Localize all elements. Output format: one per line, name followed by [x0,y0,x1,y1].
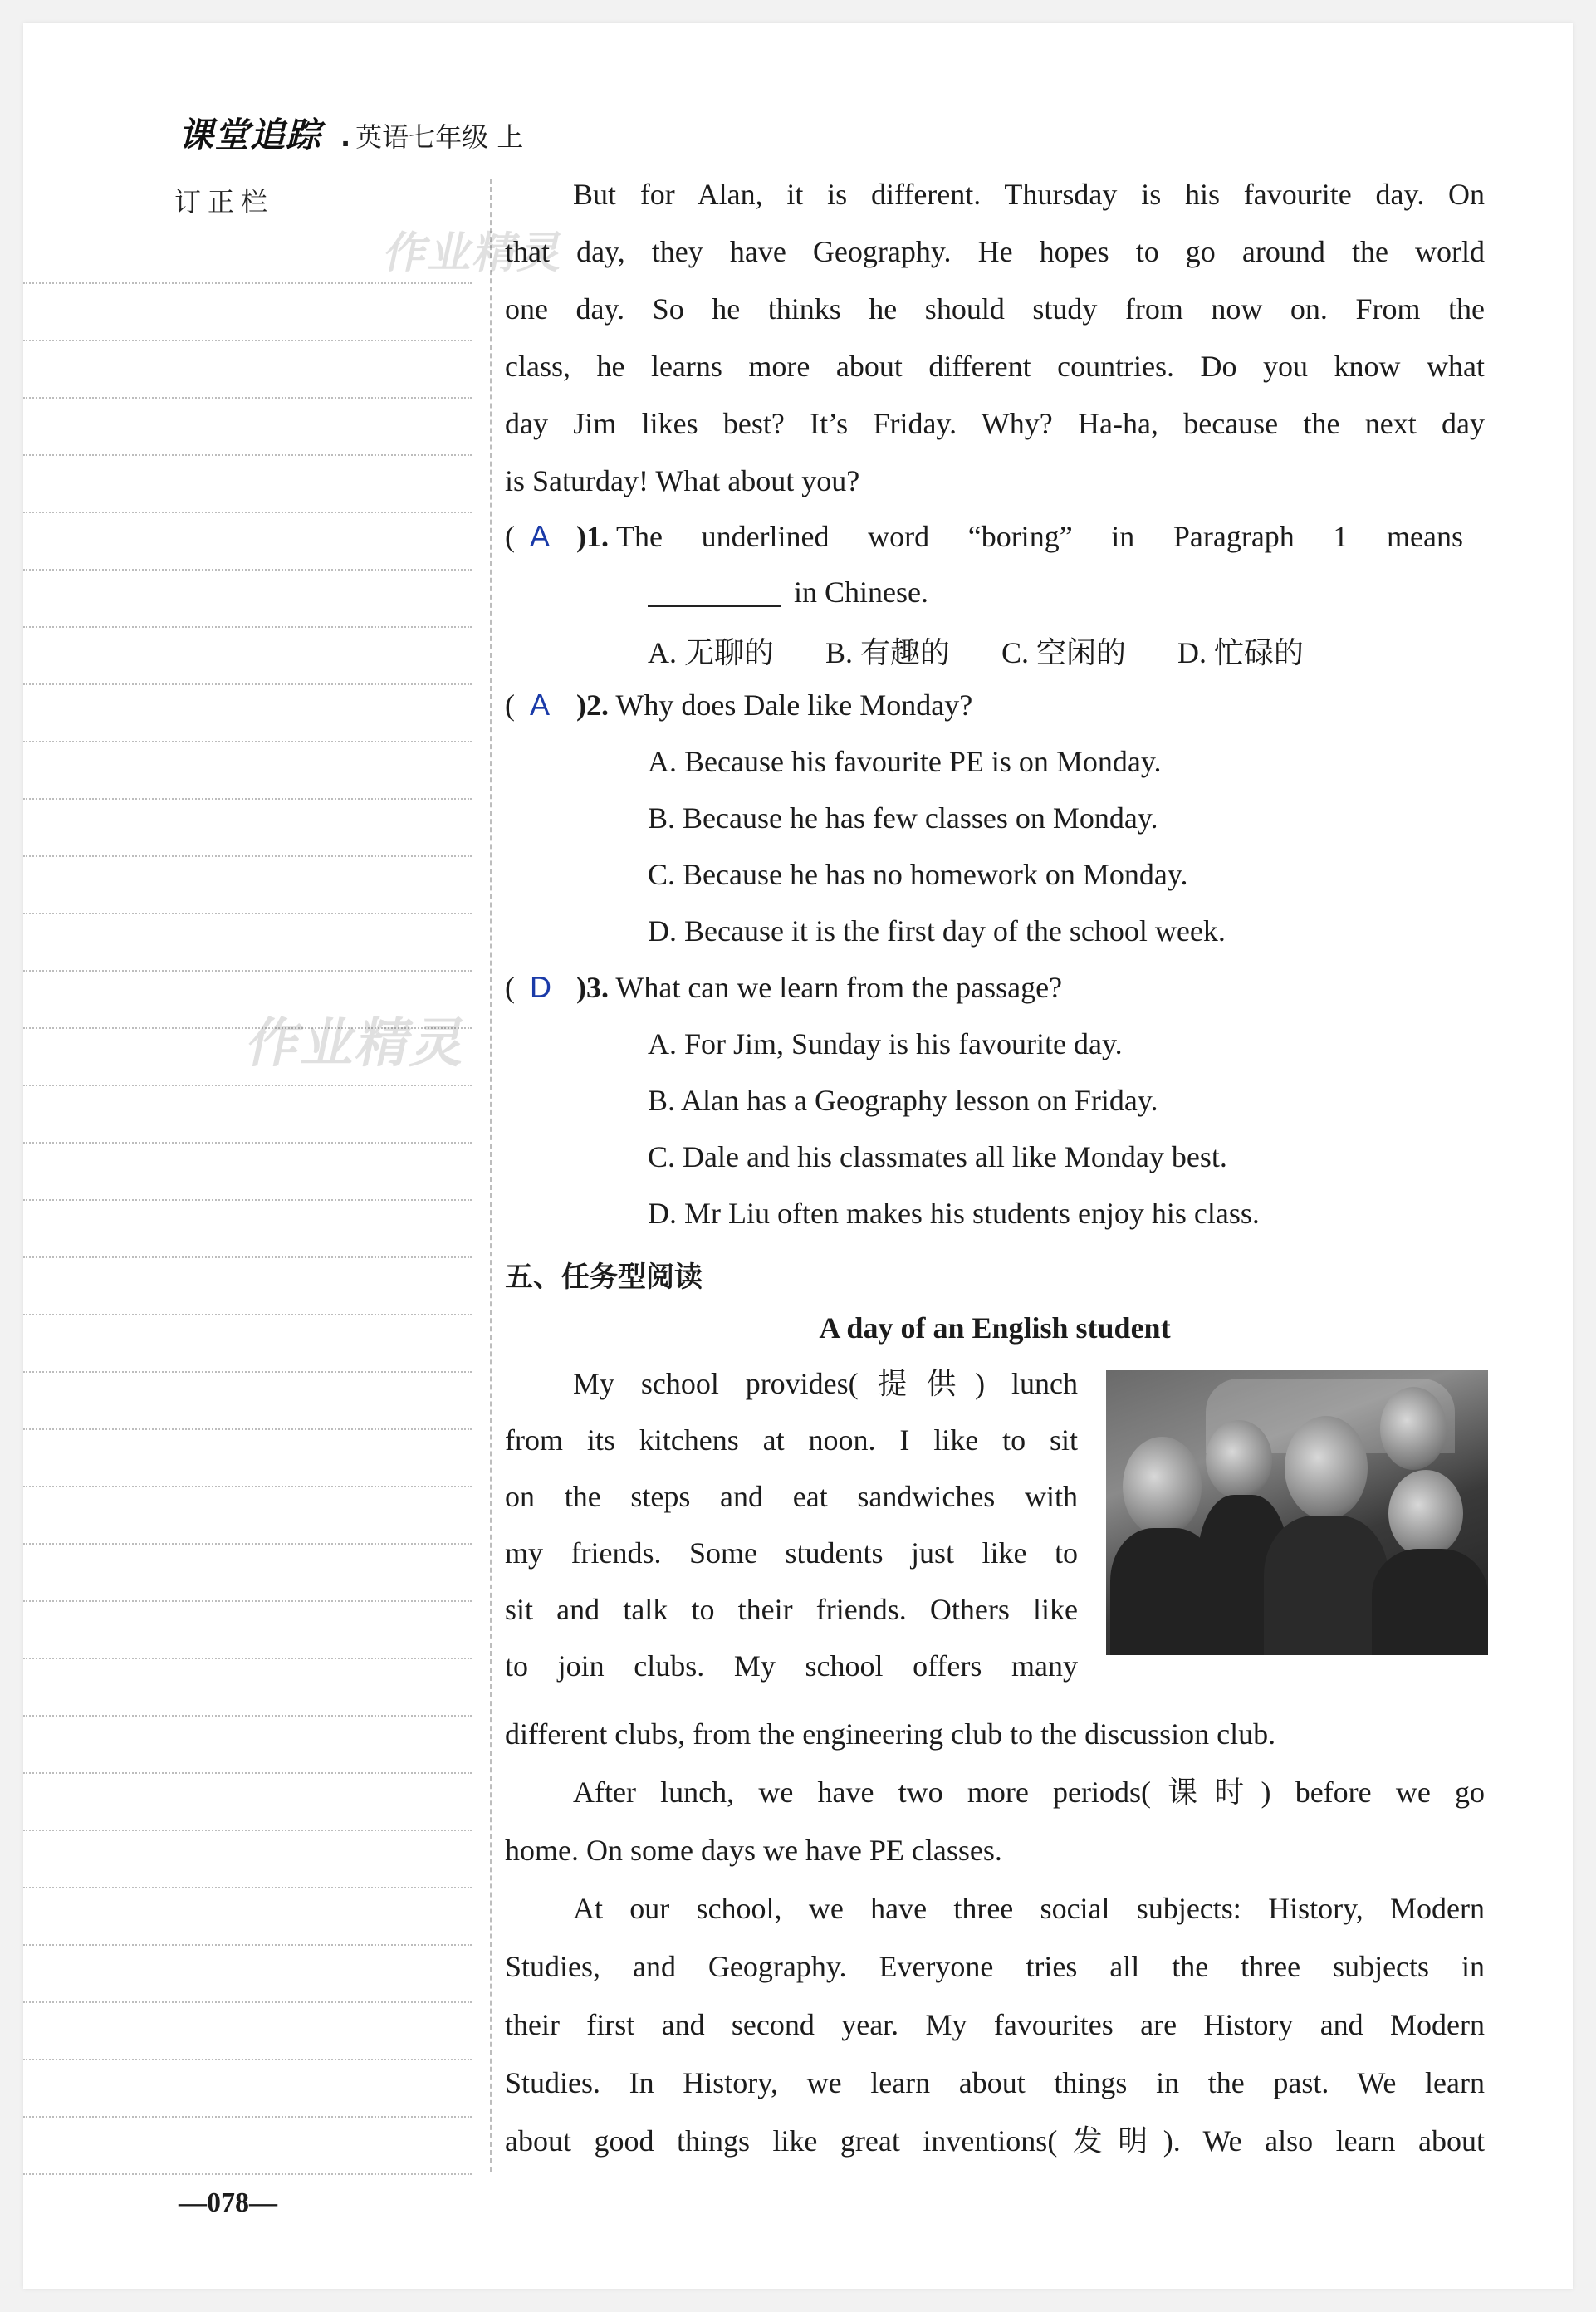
photo-person-body [1372,1549,1488,1655]
passage-line: is Saturday! What about you? [505,464,860,497]
passage-line: day Jim likes best? It’s Friday. Why? Ha-ha, because the next day [505,407,1485,440]
correction-line [23,626,472,628]
correction-line [23,1371,472,1373]
correction-line [23,683,472,685]
correction-line [23,1314,472,1315]
option-d: D. 忙碌的 [1177,636,1305,669]
correction-line [23,1142,472,1144]
article-line: Studies, and Geography. Everyone tries all the three subjects in [505,1950,1485,1983]
question-stem: The underlined word “boring” in Paragraph 1 means [616,520,1463,553]
article-line: their first and second year. My favourites are History and Modern [505,2008,1485,2041]
article-line: my friends. Some students just like to [505,1536,1078,1570]
correction-line [23,2116,472,2118]
book-subject: . 英语七年级 上 [340,121,524,153]
correction-line [23,1658,472,1659]
answer-mark: A [530,688,551,722]
article-line: sit and talk to their friends. Others like [505,1593,1078,1626]
question-number: )3. [576,971,609,1004]
photo-person [1123,1437,1202,1536]
article-line: home. On some days we have PE classes. [505,1834,1002,1867]
correction-line [23,1428,472,1430]
correction-line [23,569,472,571]
article-line: about good things like great inventions(发明). We also learn about [505,2124,1485,2158]
article-line: At our school, we have three social subjects: History, Modern [573,1892,1485,1925]
correction-line [23,1715,472,1717]
stem-continued-text: in Chinese. [794,576,928,609]
photo-person [1380,1387,1447,1470]
option-b: B. Alan has a Geography lesson on Friday. [648,1084,1158,1117]
option-a: A. For Jim, Sunday is his favourite day. [648,1027,1123,1060]
correction-line [23,741,472,742]
question-1 [505,519,1485,554]
correction-line [23,340,472,341]
correction-line [23,1600,472,1602]
correction-line [23,1486,472,1487]
article-title: A day of an English student [819,1311,1171,1345]
correction-lines [23,0,472,2312]
correction-line [23,1256,472,1258]
brand-logo: 课堂追踪 [179,115,322,155]
correction-line [23,1830,472,1831]
photo-person [1206,1420,1272,1499]
answer-blank [648,605,781,607]
watermark-middle: 作业精灵 [241,1013,474,1075]
correction-line [23,397,472,399]
article-line: After lunch, we have two more periods(课时) before we go [573,1776,1485,1809]
answer-bracket: ( A [505,519,551,553]
passage-line: one day. So he thinks he should study from now on. From the [505,292,1485,326]
passage-line: But for Alan, it is different. Thursday is his favourite day. On [573,178,1485,211]
option-b: B. Because he has few classes on Monday. [648,801,1158,835]
question-3 [505,970,1062,1005]
question-1-options [648,629,1355,672]
answer-mark: A [530,519,551,553]
article-line: My school provides(提供) lunch [573,1367,1078,1400]
answer-mark: D [530,970,551,1004]
correction-column-label: 订正栏 [174,186,275,218]
correction-line [23,1772,472,1774]
correction-line [23,970,472,972]
students-lunch-photo [1106,1370,1488,1655]
question-1-stem-continued [648,575,928,610]
column-divider [490,179,492,2172]
correction-line [23,454,472,456]
passage-line: class, he learns more about different countries. Do you know what [505,350,1485,383]
question-2 [505,688,972,722]
correction-line [23,913,472,914]
passage-line: that day, they have Geography. He hopes to go around the world [505,235,1485,268]
article-line: from its kitchens at noon. I like to sit [505,1423,1078,1457]
correction-line [23,2059,472,2060]
option-d: D. Mr Liu often makes his students enjoy his class. [648,1197,1260,1230]
watermark-top: 作业精灵 [379,228,570,278]
question-number: )2. [576,688,609,722]
article-line: to join clubs. My school offers many [505,1649,1078,1683]
correction-line [23,282,472,284]
option-a: A. 无聊的 [648,636,774,669]
correction-line [23,1887,472,1888]
article-line: Studies. In History, we learn about things in the past. We learn [505,2066,1485,2099]
option-a: A. Because his favourite PE is on Monday. [648,745,1162,778]
answer-bracket: ( A [505,688,551,722]
photo-person-body [1264,1516,1388,1655]
photo-person [1388,1470,1463,1557]
correction-line [23,1543,472,1545]
photo-person [1285,1416,1368,1520]
option-c: C. 空闲的 [1001,636,1127,669]
correction-line [23,798,472,800]
page-number: —078— [179,2187,277,2218]
correction-line [23,1944,472,1946]
correction-line [23,1199,472,1201]
option-c: C. Because he has no homework on Monday. [648,858,1188,891]
article-line: different clubs, from the engineering club to the discussion club. [505,1717,1276,1751]
correction-line [23,1085,472,1086]
article-line: on the steps and eat sandwiches with [505,1480,1078,1513]
correction-line [23,512,472,513]
correction-line [23,855,472,857]
correction-line [23,2001,472,2003]
subject-text: 英语七年级 上 [355,121,524,153]
question-stem: What can we learn from the passage? [615,971,1063,1004]
section-title: 五、任务型阅读 [505,1261,703,1294]
option-d: D. Because it is the first day of the school week. [648,914,1226,948]
option-b: B. 有趣的 [825,636,951,669]
question-number: )1. [576,520,609,553]
answer-bracket: ( D [505,970,551,1004]
correction-line [23,2173,472,2175]
option-c: C. Dale and his classmates all like Monday best. [648,1140,1227,1173]
question-stem: Why does Dale like Monday? [615,688,973,722]
